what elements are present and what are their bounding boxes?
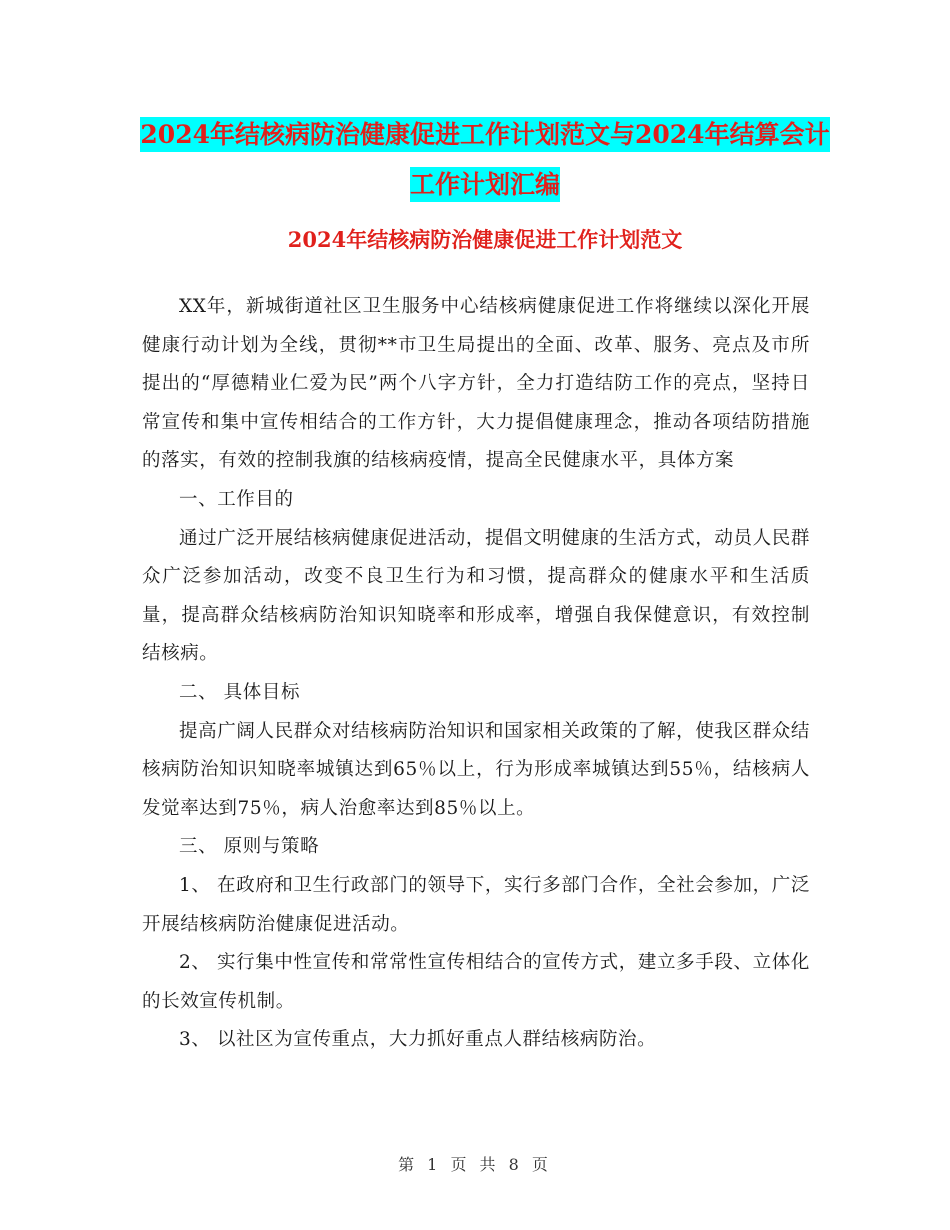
list-item-principle-2: 2、 实行集中性宣传和常常性宣传相结合的宣传方式，建立多手段、立体化的长效宣传机制。 xyxy=(142,952,810,1012)
section-title: 2024年结核病防治健康促进工作计划范文 xyxy=(287,227,683,252)
page-number: 第 1 页 共 8 页 xyxy=(398,1155,552,1174)
list-item-principle-3: 3、 以社区为宣传重点，大力抓好重点人群结核病防治。 xyxy=(179,1029,657,1051)
list-item-principle-1: 1、 在政府和卫生行政部门的领导下，实行多部门合作，全社会参加，广泛开展结核病防治健康促进活动。 xyxy=(142,874,810,935)
document-body xyxy=(142,288,810,1060)
heading-work-purpose: 一、工作目的 xyxy=(179,488,294,510)
paragraph-work-purpose: 通过广泛开展结核病健康促进活动，提倡文明健康的生活方式，动员人民群众广泛参加活动，改变不良卫生行为和习惯，提高群众的健康水平和生活质量，提高群众结核病防治知识知晓率和形成率，增强自我保健意识，有效控制结核病。 xyxy=(142,527,810,665)
paragraph-intro: XX年，新城街道社区卫生服务中心结核病健康促进工作将继续以深化开展健康行动计划为全线，贯彻**市卫生局提出的全面、改革、服务、亮点及市所提出的“厚德精业仁爱为民”两个八字方针，全力打造结防工作的亮点，坚持日常宣传和集中宣传相结合的工作方针，大力提倡健康理念，推动各项结防措施的落实，有效的控制我旗的结核病疫情，提高全民健康水平，具体方案 xyxy=(142,296,810,472)
paragraph-specific-goals: 提高广阔人民群众对结核病防治知识和国家相关政策的了解，使我区群众结核病防治知识知晓率城镇达到65％以上，行为形成率城镇达到55％，结核病人发觉率达到75％，病人治愈率达到85％以上。 xyxy=(142,720,810,819)
document-title-text: 2024年结核病防治健康促进工作计划范文与2024年结算会计工作计划汇编 xyxy=(140,117,829,202)
heading-principles: 三、 原则与策略 xyxy=(179,836,320,858)
document-title xyxy=(140,110,830,210)
heading-specific-goals: 二、 具体目标 xyxy=(179,681,301,703)
